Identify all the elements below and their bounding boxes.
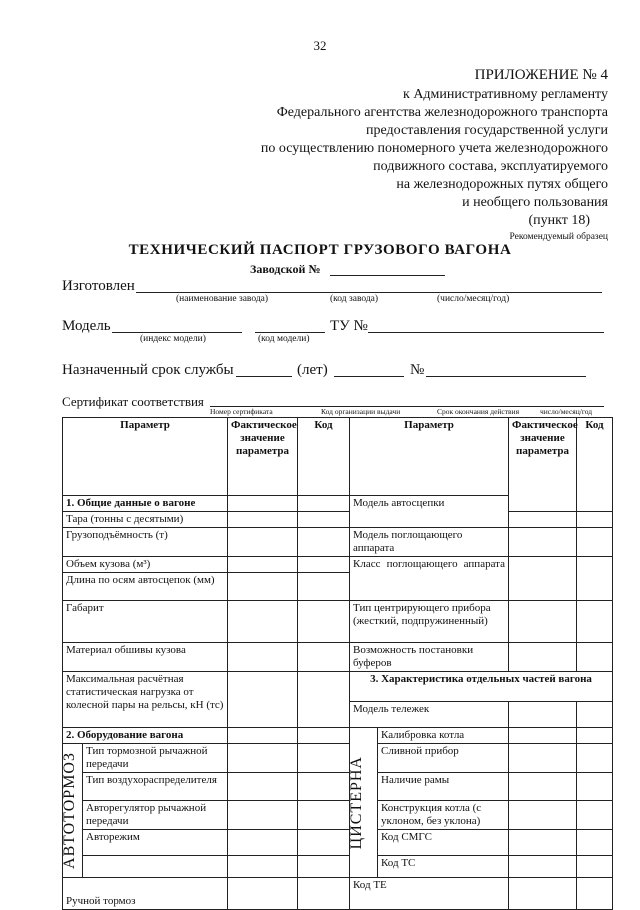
code-cell[interactable] — [577, 856, 613, 878]
table-row — [63, 801, 613, 830]
table-row — [63, 643, 613, 672]
appendix-line: Федерального агентства железнодорожного транспорта — [276, 105, 608, 120]
code-cell[interactable] — [298, 830, 350, 856]
certificate-date-caption: число/месяц/год — [540, 407, 593, 416]
code-cell[interactable] — [298, 643, 350, 672]
value-cell[interactable] — [509, 773, 577, 801]
value-cell[interactable] — [228, 744, 298, 773]
centering-type: Тип центрирующего прибора (жесткий, подпружиненный) — [350, 601, 509, 643]
code-cell[interactable] — [298, 512, 350, 528]
value-cell[interactable] — [509, 856, 577, 878]
model-index-caption: (индекс модели) — [140, 334, 206, 344]
section-3-title: 3. Характеристика отдельных частей вагона — [350, 672, 613, 702]
service-life-years: (лет) — [297, 362, 328, 378]
code-cell[interactable] — [577, 702, 613, 728]
table-row — [63, 830, 613, 856]
code-cell[interactable] — [577, 528, 613, 557]
appendix-line: по осуществлению пономерного учета железнодорожного — [260, 141, 608, 156]
table-row — [63, 744, 613, 773]
model-code-line[interactable] — [255, 332, 325, 333]
param-header-left: Параметр — [63, 418, 228, 496]
empty-cell — [83, 856, 228, 878]
appendix-line: предоставления государственной услуги — [366, 123, 608, 138]
value-cell[interactable] — [228, 773, 298, 801]
max-load: Максимальная расчётная статистическая нагрузка от колесной пары на рельсы, кН (тс) — [63, 672, 228, 728]
page-number: 32 — [313, 38, 327, 53]
service-life-line[interactable] — [236, 376, 292, 377]
value-cell[interactable] — [509, 744, 577, 773]
document-title: ТЕХНИЧЕСКИЙ ПАСПОРТ ГРУЗОВОГО ВАГОНА — [128, 242, 512, 258]
absorber-model: Модель поглощающего аппарата — [350, 528, 509, 557]
code-cell[interactable] — [577, 643, 613, 672]
table-row — [63, 672, 613, 702]
code-header-left: Код — [298, 418, 350, 496]
code-cell[interactable] — [577, 512, 613, 528]
code-cell[interactable] — [298, 856, 350, 878]
gabarit: Габарит — [63, 601, 228, 643]
value-cell[interactable] — [228, 557, 298, 573]
frame-presence: Наличие рамы — [378, 773, 509, 801]
capacity: Грузоподъёмность (т) — [63, 528, 228, 557]
certificate-number-caption: Номер сертификата — [210, 407, 273, 416]
manufacturer-name-caption: (наименование завода) — [176, 294, 269, 304]
value-cell[interactable] — [509, 702, 577, 728]
value-cell[interactable] — [509, 643, 577, 672]
code-header-right: Код — [577, 418, 613, 512]
value-cell[interactable] — [509, 830, 577, 856]
table-row — [63, 557, 613, 573]
section-1-title: 1. Общие данные о вагоне — [63, 496, 228, 512]
cisterna-label: ЦИСТЕРНА — [348, 755, 365, 850]
autoregulator: Авторегулятор рычажной передачи — [83, 801, 228, 830]
table-row — [63, 856, 613, 878]
code-cell[interactable] — [577, 801, 613, 830]
code-cell[interactable] — [577, 557, 613, 601]
param-header-right: Параметр — [350, 418, 509, 496]
model-label: Модель — [62, 318, 111, 334]
value-cell[interactable] — [228, 830, 298, 856]
air-distributor-type: Тип воздухораспределителя — [83, 773, 228, 801]
code-cell[interactable] — [577, 773, 613, 801]
table-row — [63, 728, 613, 744]
code-cell[interactable] — [298, 573, 350, 601]
table-row — [63, 528, 613, 557]
code-cell[interactable] — [577, 830, 613, 856]
code-cell[interactable] — [577, 728, 613, 744]
appendix-line: на железнодорожных путях общего — [396, 177, 608, 192]
code-te: Код ТЕ — [350, 878, 509, 910]
appendix-line: (пункт 18) — [528, 213, 590, 228]
coupler-model: Модель автосцепки — [350, 496, 509, 528]
code-ts: Код ТС — [378, 856, 509, 878]
model-code-caption: (код модели) — [258, 334, 310, 344]
appendix-line: подвижного состава, эксплуатируемого — [373, 159, 608, 174]
appendix-line: к Административному регламенту — [403, 87, 608, 102]
certificate-org-caption: Код организации выдачи — [321, 407, 401, 416]
coupler-length: Длина по осям автосцепок (мм) — [63, 573, 228, 601]
manufacturer-label: Изготовлен — [62, 278, 135, 294]
boiler-calibration: Калибровка котла — [378, 728, 509, 744]
code-cell[interactable] — [298, 744, 350, 773]
manufacturer-line[interactable] — [136, 292, 602, 293]
table-row — [63, 773, 613, 801]
certificate-expiry-caption: Срок окончания действия — [437, 407, 520, 416]
value-cell[interactable] — [509, 528, 577, 557]
service-life-no-line[interactable] — [426, 376, 586, 377]
value-cell[interactable] — [228, 672, 298, 728]
value-cell[interactable] — [228, 573, 298, 601]
value-cell[interactable] — [228, 512, 298, 528]
code-cell[interactable] — [298, 557, 350, 573]
tare: Тара (тонны с десятыми) — [63, 512, 228, 528]
actual-header-right: Фактическое значение параметра — [509, 418, 577, 512]
model-index-line[interactable] — [112, 332, 242, 333]
value-cell[interactable] — [228, 801, 298, 830]
code-cell[interactable] — [298, 801, 350, 830]
drain-device: Сливной прибор — [378, 744, 509, 773]
service-life-no: № — [410, 362, 425, 378]
service-life-line-2[interactable] — [334, 376, 404, 377]
code-cell[interactable] — [298, 496, 350, 512]
value-cell[interactable] — [228, 856, 298, 878]
autotormoz-label: АВТОТОРМОЗ — [61, 752, 78, 869]
table-row — [63, 601, 613, 643]
appendix-title: ПРИЛОЖЕНИЕ № 4 — [474, 67, 608, 83]
autorezhim: Авторежим — [83, 830, 228, 856]
sample-note: Рекомендуемый образец — [509, 232, 608, 242]
brake-lever-type: Тип тормозной рычажной передачи — [83, 744, 228, 773]
volume: Объем кузова (м³) — [63, 557, 228, 573]
bogie-model: Модель тележек — [350, 702, 509, 728]
value-cell[interactable] — [509, 728, 577, 744]
code-cell[interactable] — [577, 744, 613, 773]
manufacturer-code-caption: (код завода) — [330, 294, 379, 304]
code-smgs: Код СМГС — [378, 830, 509, 856]
code-cell[interactable] — [298, 601, 350, 643]
value-cell[interactable] — [228, 728, 298, 744]
code-cell[interactable] — [577, 601, 613, 643]
tu-label: ТУ № — [330, 318, 368, 334]
hand-brake: Ручной тормоз — [63, 878, 228, 910]
factory-number-line[interactable] — [330, 275, 445, 276]
section-2-title: 2. Оборудование вагона — [63, 728, 228, 744]
appendix-line: и необщего пользования — [462, 195, 608, 210]
service-life-label: Назначенный срок службы — [62, 362, 234, 378]
value-cell[interactable] — [228, 496, 298, 512]
absorber-class: Класс поглощающего аппарата — [350, 557, 509, 601]
factory-number-label: Заводской № — [250, 262, 321, 276]
value-cell[interactable] — [509, 801, 577, 830]
body-material: Материал обшивы кузова — [63, 643, 228, 672]
value-cell[interactable] — [509, 557, 577, 601]
code-cell[interactable] — [298, 672, 350, 728]
code-cell[interactable] — [298, 728, 350, 744]
parameters-table — [62, 417, 613, 910]
autotormoz-group — [63, 744, 83, 878]
certificate-label: Сертификат соответствия — [62, 394, 204, 409]
code-cell[interactable] — [298, 528, 350, 557]
value-cell[interactable] — [509, 601, 577, 643]
manufacturer-date-caption: (число/месяц/год) — [437, 294, 510, 304]
buffers: Возможность постановки буферов — [350, 643, 509, 672]
tu-line[interactable] — [368, 332, 604, 333]
code-cell[interactable] — [298, 773, 350, 801]
value-cell[interactable] — [228, 643, 298, 672]
value-cell[interactable] — [228, 528, 298, 557]
table-row — [63, 512, 613, 528]
boiler-design: Конструкция котла (с уклоном, без уклона) — [378, 801, 509, 830]
value-cell[interactable] — [509, 512, 577, 528]
value-cell[interactable] — [228, 601, 298, 643]
table-header-row — [63, 418, 613, 496]
cisterna-group — [350, 728, 378, 878]
actual-header-left: Фактическое значение параметра — [228, 418, 298, 496]
